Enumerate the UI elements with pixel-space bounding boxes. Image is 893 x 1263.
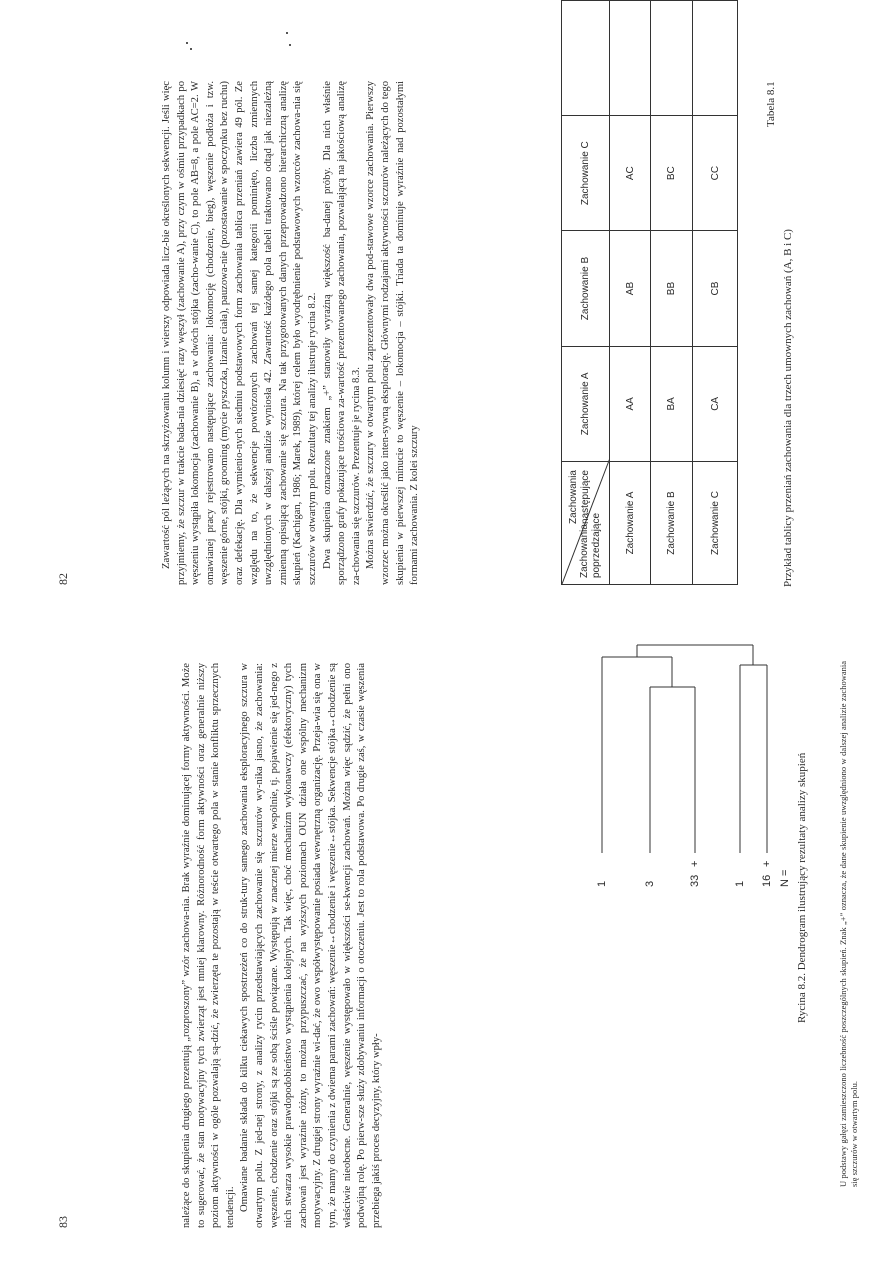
- paragraph: Można stwierdzić, że szczury w otwartym polu zaprezentowały dwa pod-stawowe wzorce zachowania. Pierwszy wzorzec można określić jako inten-sywną eksplorację. Głównymi rodzajami aktywności szczurów należących do tego skupienia w pierwszej minucie to węszenie – lokomocja – stójki. Triada ta dominuje wyraźnie nad pozostałymi formami zachowania. Z kolei szczury: [365, 81, 421, 585]
- row-label: Zachowanie A: [610, 462, 651, 585]
- corner-bottom-label: Zachowania poprzedzające: [579, 512, 602, 578]
- column-header: Zachowanie A: [562, 346, 610, 461]
- table-title: Przykład tablicy przeniań zachowania dla trzech umownych zachowań (A, B i C): [782, 229, 794, 587]
- leaf-count: 33: [689, 874, 701, 887]
- paragraph: Zawartość pól leżących na skrzyżowaniu kolumn i wierszy odpowiada licz-bie określonych sekwencji. Jeśli więc przyjmiemy, że szczur w trakcie bada-nia dziesięć razy węszył (zachowanie A), przy czym w ośmiu przypadkach po węszeniu wystąpiła lokomocja (zachowanie B), a w dwóch stójka (zacho-wanie C), to pole AB=8, a pole AC=2. W omawianej pracy rejestrowano następujące zachowania: lokomocję (chodzenie, bieg), węszenie podłoża i tzw. węszenie górne, stójki, grooming (mycie pyszczka, lizanie ciała), pauzowa-nie (pozostawanie w spoczynku bez ruchu) oraz defekację. Dla wymienio-nych siedmiu podstawowych form zachowania tablica przeniań zawiera 49 pól. Ze względu na to, że sekwencje powtórzonych zachowań tej samej kategorii pominięto, liczba zmiennych uwzględnionych w dalszej analizie wyniosła 42. Zawartość każdego pola tabeli traktowano odtąd jak niezależną zmienną opisującą zachowanie się szczura. Na tak przygotowanych danych przeprowadzono hierarchiczną analizę skupień (Kachigan, 1986; Marek, 1989), której celem było wyodrębnienie podstawowych wzorców zachowa-nia się szczurów w otwartym polu. Rezultaty tej analizy ilustruje rycina 8.2.: [161, 81, 318, 585]
- paragraph: Dwa skupienia oznaczone znakiem „+” stanowiły wyraźną większość ba-danej próby. Dla nich właśnie sporządzono grafy pokazujące trośćiowa za-wartość prezentowanego zachowania, pozwalającą na jakościową analizę za-chowania się szczurów. Prezentuje je rycina 8.3.: [321, 81, 362, 585]
- paragraph: Omawiane badanie składa do kilku ciekawych spostrzeżeń co do struk-tury samego zachowania eksploracyjnego szczura w otwartym polu. Z jed-nej strony, z analizy rycin przedstawiających zachowanie się szczurów wy-nika jasno, że zachowania: węszenie, chodzenie oraz stójki są ze sobą ściśle powiązane. Występują w znacznej mierze wspólnie, tj. pojawienie się jed-nego z nich stwarza wysokie prawdopodobieństwo wystąpienia kolejnych. Tak więc, choć mechanizm wykonawczy (efektoryczny) tych zachowań jest wyraźnie różny, to można przypuszczać, że na wyższych poziomach OUN działa one wspólny mechanizm motywacyjny. Z drugiej strony wyraźnie wi-dać, że owo współwystępowanie posiada wewnętrzną organizację. Przeja-wia się ona w tym, że mamy do czynienia z dwiema parami zachowań: węszenie↔chodzenie i węszenie↔stójka. Sekwencje stójka↔chodzenie są właściwie nieobecne. Generalnie, węszenie występowało w większości se-kwencji zachowań. Można więc sądzić, że pełni ono podwójną rolę. Po pierw-sze służy zdobywaniu informacji o otoczeniu. Jest to rola podstawowa. Po drugie zaś, w czasie węszenia przebiega jakiś proces decyzyjny, który wpły-: [239, 663, 382, 1228]
- corner-top-label: Zachowania następujące: [568, 470, 591, 524]
- table-number: Tabela 8.1: [765, 81, 777, 127]
- table-row: [610, 1, 651, 585]
- table-cell: AC: [610, 116, 651, 231]
- row-label: Zachowanie C: [693, 462, 738, 585]
- table-cell: CA: [693, 346, 738, 461]
- body-text: [180, 663, 780, 1228]
- leaf-marker: +: [761, 860, 773, 867]
- page-number: 82: [56, 573, 70, 585]
- table-cell-empty: [693, 1, 738, 116]
- figure-footnote: U podstawy gałęzi zamieszczono liczebność poszczególnych skupień. Znak „+” oznacza, że dane skupienie uwzględniono w dalszej analizie zachowania się szczurów w otwartym polu.: [838, 661, 859, 1187]
- table-cell: BC: [651, 116, 693, 231]
- table-cell: CC: [693, 116, 738, 231]
- table-corner-cell: [562, 462, 610, 585]
- n-label: N =: [779, 869, 791, 887]
- page-83: [0, 632, 893, 1263]
- leaf-count: 3: [644, 880, 656, 887]
- table-cell-empty: [610, 1, 651, 116]
- leaf-count: 1: [596, 880, 608, 887]
- table-cell: AA: [610, 346, 651, 461]
- leaf-count: 16: [761, 874, 773, 887]
- table-row: [651, 1, 693, 585]
- table-cell: BA: [651, 346, 693, 461]
- body-text: [160, 81, 540, 585]
- column-header: Zachowanie B: [562, 231, 610, 346]
- table-row: [693, 1, 738, 585]
- page-82: [0, 0, 893, 631]
- leaf-marker: +: [689, 860, 701, 867]
- row-label: Zachowanie B: [651, 462, 693, 585]
- table-cell: CB: [693, 231, 738, 346]
- table-cell: AB: [610, 231, 651, 346]
- column-header: Zachowanie C: [562, 116, 610, 231]
- leaf-count: 1: [734, 880, 746, 887]
- paragraph: należące do skupienia drugiego prezentują „rozproszony” wzór zachowa-nia. Brak wyraźnie dominującej formy aktywności. Może to sugerować, że stan motywacyjny tych zwierząt jest mniej klarowny. Różnorodność form aktywności oraz generalnie niższy poziom aktywności w ogóle pozwalają są-dzić, że zwierzęta te pozostają w teście otwartego pola w stanie konfliktu sprzecznych tendencji.: [181, 663, 236, 1228]
- figure-caption: Rycina 8.2. Dendrogram ilustrujący rezultaty analizy skupień: [796, 752, 808, 1023]
- table-cell-empty: [651, 1, 693, 116]
- transition-table: [561, 0, 738, 585]
- column-header-empty: [562, 1, 610, 116]
- table-cell: BB: [651, 231, 693, 346]
- page-number: 83: [56, 1216, 70, 1228]
